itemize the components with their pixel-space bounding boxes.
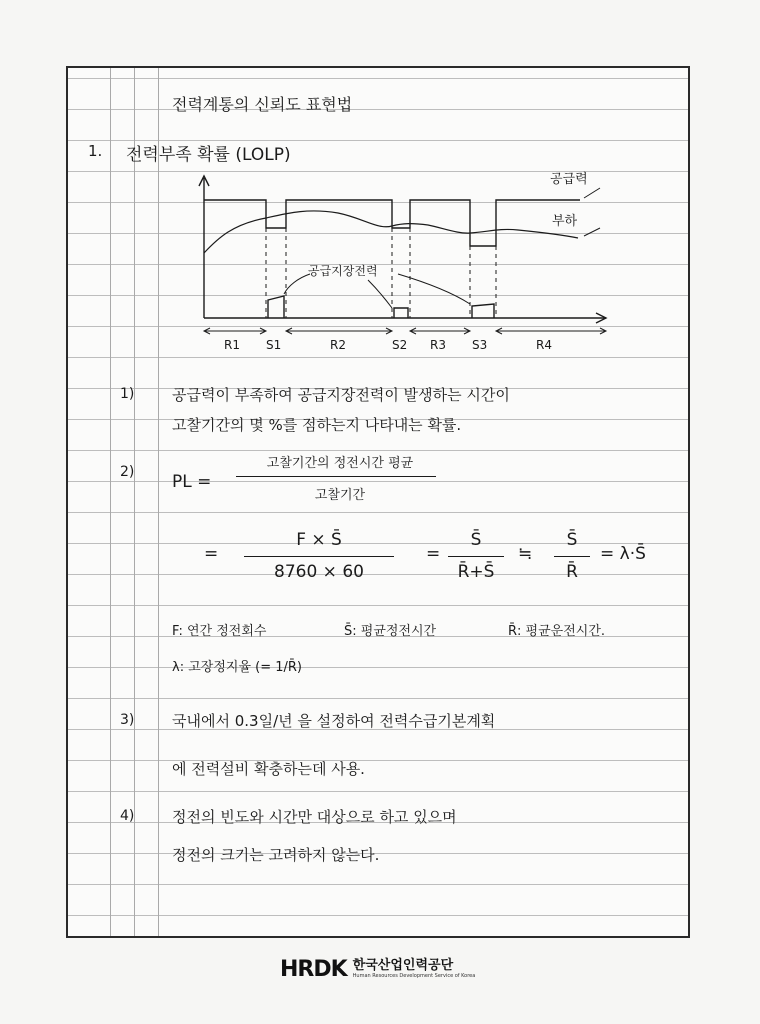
frac3-numerator: S̄ — [470, 530, 482, 550]
leader-arrow-1 — [284, 274, 310, 294]
interval-label-s3: S3 — [472, 338, 488, 352]
margin-line-2 — [134, 68, 135, 936]
frac2-bar — [244, 556, 394, 557]
item-4-number: 4) — [120, 808, 135, 824]
definition-r: R̄: 평균운전시간. — [508, 624, 606, 639]
frac4-bar — [554, 556, 590, 557]
item-1-line-1: 공급력이 부족하여 공급지장전력이 발생하는 시간이 — [172, 386, 510, 404]
interval-label-r2: R2 — [330, 338, 346, 352]
frac1-bar — [236, 476, 436, 477]
org-name-ko: 한국산업인력공단 — [352, 958, 454, 973]
note-page — [66, 66, 690, 938]
interval-label-s1: S1 — [266, 338, 282, 352]
item-3-line-2: 에 전력설비 확충하는데 사용. — [172, 760, 365, 778]
lolp-diagram — [188, 168, 658, 353]
leader-arrow-3 — [398, 274, 470, 304]
eq2: = — [204, 544, 219, 564]
item-1-line-2: 고찰기간의 몇 %를 점하는지 나타내는 확률. — [172, 416, 462, 434]
interval-label-s2: S2 — [392, 338, 408, 352]
frac1-numerator: 고찰기간의 정전시간 평균 — [266, 456, 414, 471]
footer-logo — [280, 954, 475, 984]
interval-label-r1: R1 — [224, 338, 240, 352]
leader-arrow-2 — [368, 280, 392, 308]
shortage-pulse-1 — [268, 296, 284, 318]
formula-lhs: PL = — [172, 472, 212, 492]
supply-leader — [584, 188, 600, 198]
frac1-denominator: 고찰기간 — [314, 488, 366, 503]
section-heading: 전력부족 확률 (LOLP) — [126, 145, 291, 165]
org-name-block — [347, 959, 476, 979]
load-curve — [204, 211, 578, 253]
interval-label-r4: R4 — [536, 338, 552, 352]
section-number: 1. — [88, 142, 103, 160]
frac4-numerator: S̄ — [566, 530, 578, 550]
definition-lambda: λ: 고장정지율 (= 1/R̄) — [172, 660, 302, 675]
item-3-line-1: 국내에서 0.3일/년 을 설정하여 전력수급기본계획 — [172, 712, 496, 730]
frac2-numerator: F × S̄ — [296, 530, 342, 550]
shortage-pulse-2 — [394, 308, 408, 318]
frac4-denominator: R̄ — [566, 562, 578, 582]
label-supply: 공급력 — [550, 172, 588, 187]
interval-label-r3: R3 — [430, 338, 446, 352]
frac3-denominator: R̄+S̄ — [457, 562, 495, 582]
load-leader — [584, 228, 600, 236]
margin-line-1 — [110, 68, 111, 936]
item-4-line-1: 정전의 빈도와 시간만 대상으로 하고 있으며 — [172, 808, 457, 826]
item-3-number: 3) — [120, 712, 135, 728]
item-2-number: 2) — [120, 464, 135, 480]
label-load: 부하 — [552, 214, 578, 229]
eq3: = — [426, 544, 441, 564]
item-4-line-2: 정전의 크기는 고려하지 않는다. — [172, 846, 380, 864]
frac2-denominator: 8760 × 60 — [274, 562, 364, 582]
frac3-bar — [448, 556, 504, 557]
hrdk-logo: HRDK — [280, 956, 347, 982]
item-1-number: 1) — [120, 386, 135, 402]
label-supply-shortage: 공급지장전력 — [308, 264, 378, 278]
definition-f: F: 연간 정전회수 — [172, 624, 267, 639]
org-name-en: Human Resources Development Service of Korea — [352, 973, 476, 979]
margin-line-3 — [158, 68, 159, 936]
shortage-pulse-3 — [472, 304, 494, 318]
definition-s: S̄: 평균정전시간 — [344, 624, 437, 639]
page-title: 전력계통의 신뢰도 표현법 — [172, 95, 353, 114]
approx-sign: ≒ — [518, 544, 533, 564]
eq5: = λ·S̄ — [600, 544, 646, 564]
